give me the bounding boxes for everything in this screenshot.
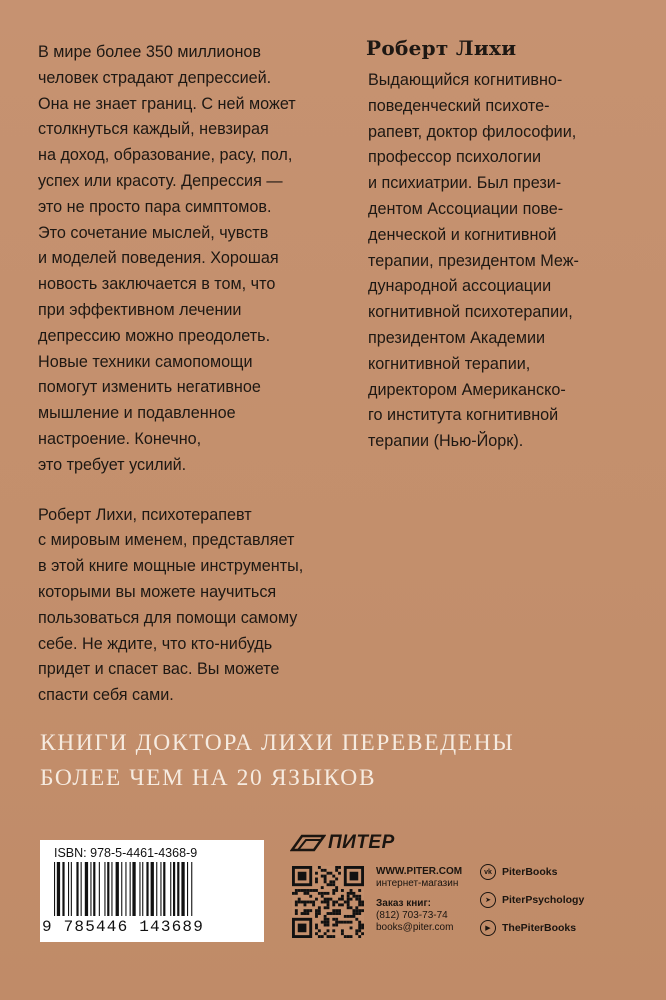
- blurb-line: человек страдают депрессией.: [38, 68, 272, 87]
- blurb-line: себе. Не ждите, что кто-нибудь: [38, 634, 273, 653]
- blurb-line: настроение. Конечно,: [38, 429, 202, 448]
- blurb-line: депрессию можно преодолеть.: [38, 326, 271, 345]
- blurb-line: В мире более 350 миллионов: [38, 43, 261, 61]
- blurb-line: при эффективном лечении: [38, 300, 242, 319]
- blurb-line: спасти себя сами.: [38, 686, 174, 705]
- vk-icon: vk: [480, 864, 496, 880]
- blurb-line: столкнуться каждый, невзирая: [38, 120, 269, 139]
- blurb-paragraph-2: [38, 503, 348, 709]
- blurb-paragraph-1: [38, 40, 348, 479]
- social-item-youtube: [480, 918, 584, 938]
- order-phone: (812) 703-73-74: [376, 910, 448, 921]
- blurb-line: Это сочетание мыслей, чувств: [38, 223, 269, 242]
- author-bio-line: дентом Ассоциации пове-: [368, 199, 564, 218]
- author-bio-line: когнитивной психотерапии,: [368, 303, 573, 322]
- isbn-barcode: [40, 840, 264, 942]
- author-bio-line: и психиатрии. Был прези-: [368, 174, 562, 193]
- author-bio-line: го института когнитивной: [368, 406, 559, 425]
- barcode-bars: [52, 862, 252, 918]
- tagline-line-2: БОЛЕЕ ЧЕМ НА 20 ЯЗЫКОВ: [40, 765, 377, 791]
- blurb-line: и моделей поведения. Хорошая: [38, 249, 279, 268]
- isbn-label: ISBN: 978-5-4461-4368-9: [54, 846, 198, 860]
- blurb-line: Она не знает границ. С ней может: [38, 94, 296, 113]
- blurb-line: это требует усилий.: [38, 455, 187, 474]
- blurb-line: успех или красоту. Депрессия —: [38, 171, 283, 190]
- author-bio-line: когнитивной терапии,: [368, 354, 531, 373]
- author-bio-line: президентом Академии: [368, 328, 546, 347]
- website-caption: интернет-магазин: [376, 878, 459, 889]
- order-email: books@piter.com: [376, 922, 454, 933]
- social-links: [480, 862, 584, 946]
- blurb-line: Новые техники самопомощи: [38, 352, 253, 371]
- blurb-line: на доход, образование, расу, пол,: [38, 146, 293, 165]
- blurb-line: это не просто пара симптомов.: [38, 197, 272, 216]
- order-label: Заказ книг:: [376, 898, 431, 909]
- publisher-contacts: [376, 866, 462, 934]
- piter-logo-icon: [290, 832, 326, 854]
- qr-code-icon: [292, 866, 364, 938]
- tagline-line-1: КНИГИ ДОКТОРА ЛИХИ ПЕРЕВЕДЕНЫ: [40, 730, 515, 756]
- publisher-logo: [290, 830, 395, 856]
- author-bio-line: денческой и когнитивной: [368, 225, 557, 244]
- blurb-line: мышление и подавленное: [38, 404, 236, 423]
- author-bio-line: Выдающийся когнитивно-: [368, 71, 563, 89]
- social-item-vk: [480, 862, 584, 882]
- youtube-icon: ▶: [480, 920, 496, 936]
- blurb-line: придет и спасет вас. Вы можете: [38, 660, 280, 679]
- social-label: ThePiterBooks: [502, 922, 577, 934]
- blurb-line: пользоваться для помощи самому: [38, 608, 298, 627]
- blurb-line: с мировым именем, представляет: [38, 531, 295, 550]
- publisher-website: WWW.PITER.COM: [376, 866, 463, 877]
- author-name: Роберт Лихи: [366, 36, 517, 60]
- barcode-digits: 9 785446 143689: [42, 918, 205, 936]
- social-label: PiterBooks: [502, 866, 558, 878]
- author-bio-line: профессор психологии: [368, 148, 542, 167]
- blurb-text: [38, 40, 348, 709]
- author-bio-line: терапии, президентом Меж-: [368, 251, 579, 270]
- translations-tagline: [40, 726, 514, 796]
- author-bio-line: директором Американско-: [368, 380, 566, 399]
- author-bio-line: поведенческий психоте-: [368, 96, 550, 115]
- telegram-icon: ➤: [480, 892, 496, 908]
- author-bio-line: терапии (Нью-Йорк).: [368, 432, 524, 451]
- author-bio: [368, 68, 628, 455]
- publisher-name: ПИТЕР: [328, 832, 395, 853]
- blurb-line: помогут изменить негативное: [38, 378, 261, 397]
- author-bio-line: рапевт, доктор философии,: [368, 122, 577, 141]
- social-item-telegram: [480, 890, 584, 910]
- blurb-line: которыми вы можете научиться: [38, 582, 277, 601]
- blurb-line: новость заключается в том, что: [38, 275, 276, 294]
- blurb-line: в этой книге мощные инструменты,: [38, 557, 304, 576]
- social-label: PiterPsychology: [502, 894, 585, 906]
- blurb-line: Роберт Лихи, психотерапевт: [38, 505, 252, 524]
- author-bio-line: дународной ассоциации: [368, 277, 552, 296]
